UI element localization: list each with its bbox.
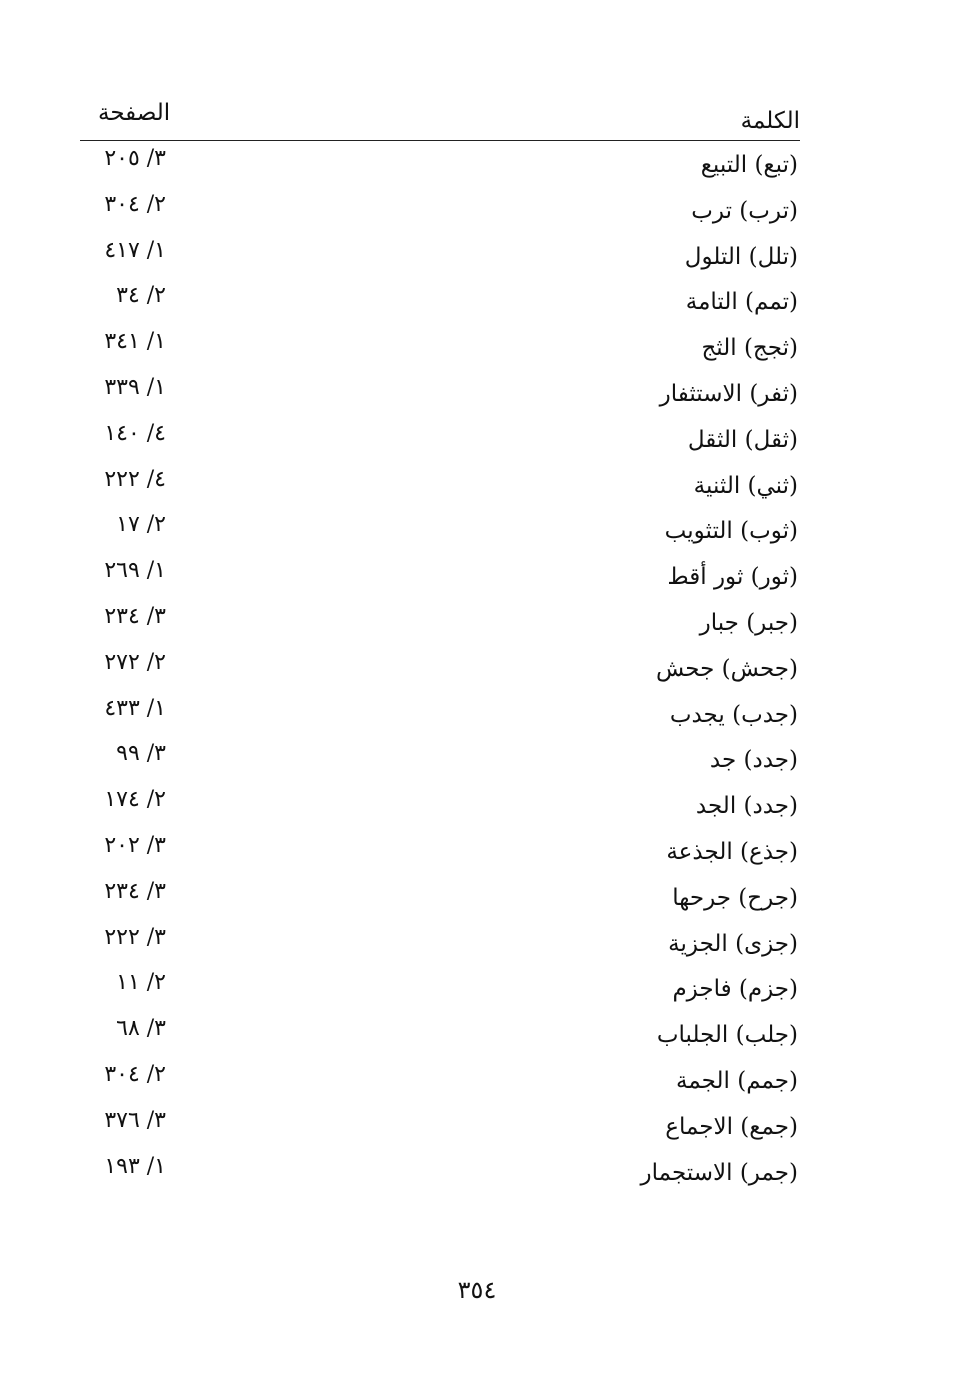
entry-word: (جرح) جرحها — [672, 884, 798, 911]
entry-page-reference: ٣/ ٦٨ — [116, 1016, 166, 1042]
entry-word: (تلل) التلول — [684, 243, 798, 270]
entry-word: (جبر) جبار — [699, 609, 798, 636]
entry-page-reference: ١/ ٣٣٩ — [104, 374, 166, 400]
entry-page-reference: ١/ ٣٤١ — [104, 329, 166, 355]
entry-word: (ثقل) الثقل — [687, 426, 798, 453]
index-entry — [0, 1016, 954, 1062]
entry-page-reference: ٣/ ٣٧٦ — [104, 1107, 166, 1133]
index-entry — [0, 421, 954, 467]
index-entry — [0, 970, 954, 1016]
entry-word: (جمر) الاستجمار — [640, 1159, 798, 1186]
index-entry — [0, 146, 954, 192]
entry-page-reference: ٣/ ٢٠٢ — [104, 832, 166, 858]
index-entry — [0, 238, 954, 284]
entry-page-reference: ١/ ١٩٣ — [104, 1153, 166, 1179]
entry-page-reference: ٢/ ١٧ — [116, 512, 166, 538]
index-entry — [0, 329, 954, 375]
entry-word: (جدد) جد — [709, 747, 798, 774]
entry-page-reference: ٣/ ٩٩ — [116, 741, 166, 767]
index-entry — [0, 283, 954, 329]
entry-word: (جدد) الجد — [695, 793, 798, 820]
entry-page-reference: ١/ ٤٣٣ — [104, 695, 166, 721]
entry-word: (جحش) جحش — [655, 655, 798, 682]
entry-word: (جلب) الجلباب — [656, 1022, 798, 1049]
index-entry — [0, 375, 954, 421]
entry-page-reference: ٢/ ٢٧٢ — [104, 649, 166, 675]
entry-word: (جمع) الاجماع — [665, 1113, 798, 1140]
entry-word: (جمم) الجمة — [676, 1067, 798, 1094]
entry-page-reference: ٢/ ٣٠٤ — [104, 191, 166, 217]
index-entry — [0, 650, 954, 696]
entry-word: (جدب) يجدب — [669, 701, 798, 728]
word-column-heading: الكلمة — [740, 108, 800, 134]
entry-word: (ثور) ثور أقط — [667, 564, 798, 591]
index-entry — [0, 1154, 954, 1200]
entry-page-reference: ٣/ ٢٣٤ — [104, 878, 166, 904]
index-entry — [0, 833, 954, 879]
entry-word: (جذع) الجذعة — [666, 838, 798, 865]
entry-word: (تبع) التبيع — [700, 152, 798, 178]
entry-word: (تمم) التامة — [685, 289, 798, 316]
entry-page-reference: ٤/ ٢٢٢ — [104, 466, 166, 492]
entry-page-reference: ٢/ ١١ — [116, 970, 166, 996]
header-rule — [80, 140, 800, 141]
entry-word: (جزى) الجزية — [668, 930, 798, 957]
entry-word: (ثني) الثنية — [693, 472, 798, 499]
index-entry — [0, 879, 954, 925]
index-entry — [0, 696, 954, 742]
index-entry — [0, 925, 954, 971]
entry-page-reference: ٢/ ٣٤ — [116, 283, 166, 309]
index-entries — [0, 146, 954, 1199]
page-number: ٣٥٤ — [457, 1276, 497, 1304]
index-entry — [0, 741, 954, 787]
index-entry — [0, 467, 954, 513]
index-entry — [0, 192, 954, 238]
column-header — [80, 96, 800, 140]
page-column-heading: الصفحة — [98, 100, 171, 126]
entry-page-reference: ٤/ ١٤٠ — [104, 420, 166, 446]
index-entry — [0, 1062, 954, 1108]
index-entry — [0, 558, 954, 604]
entry-page-reference: ٣/ ٢٣٤ — [104, 603, 166, 629]
index-entry — [0, 1108, 954, 1154]
entry-page-reference: ٣/ ٢٢٢ — [104, 924, 166, 950]
entry-page-reference: ١/ ٤١٧ — [104, 237, 166, 263]
index-entry — [0, 604, 954, 650]
entry-word: (ترب) ترب — [691, 197, 798, 224]
index-entry — [0, 787, 954, 833]
entry-word: (ثوب) التثويب — [664, 518, 798, 545]
entry-page-reference: ٣/ ٢٠٥ — [104, 146, 166, 171]
entry-page-reference: ٢/ ١٧٤ — [104, 787, 166, 813]
entry-word: (ثفر) الاستثفار — [659, 380, 798, 407]
entry-word: (جزم) فاجزم — [672, 976, 798, 1003]
entry-word: (ثجج) الثج — [701, 335, 798, 362]
entry-page-reference: ١/ ٢٦٩ — [104, 558, 166, 584]
entry-page-reference: ٢/ ٣٠٤ — [104, 1061, 166, 1087]
index-entry — [0, 512, 954, 558]
